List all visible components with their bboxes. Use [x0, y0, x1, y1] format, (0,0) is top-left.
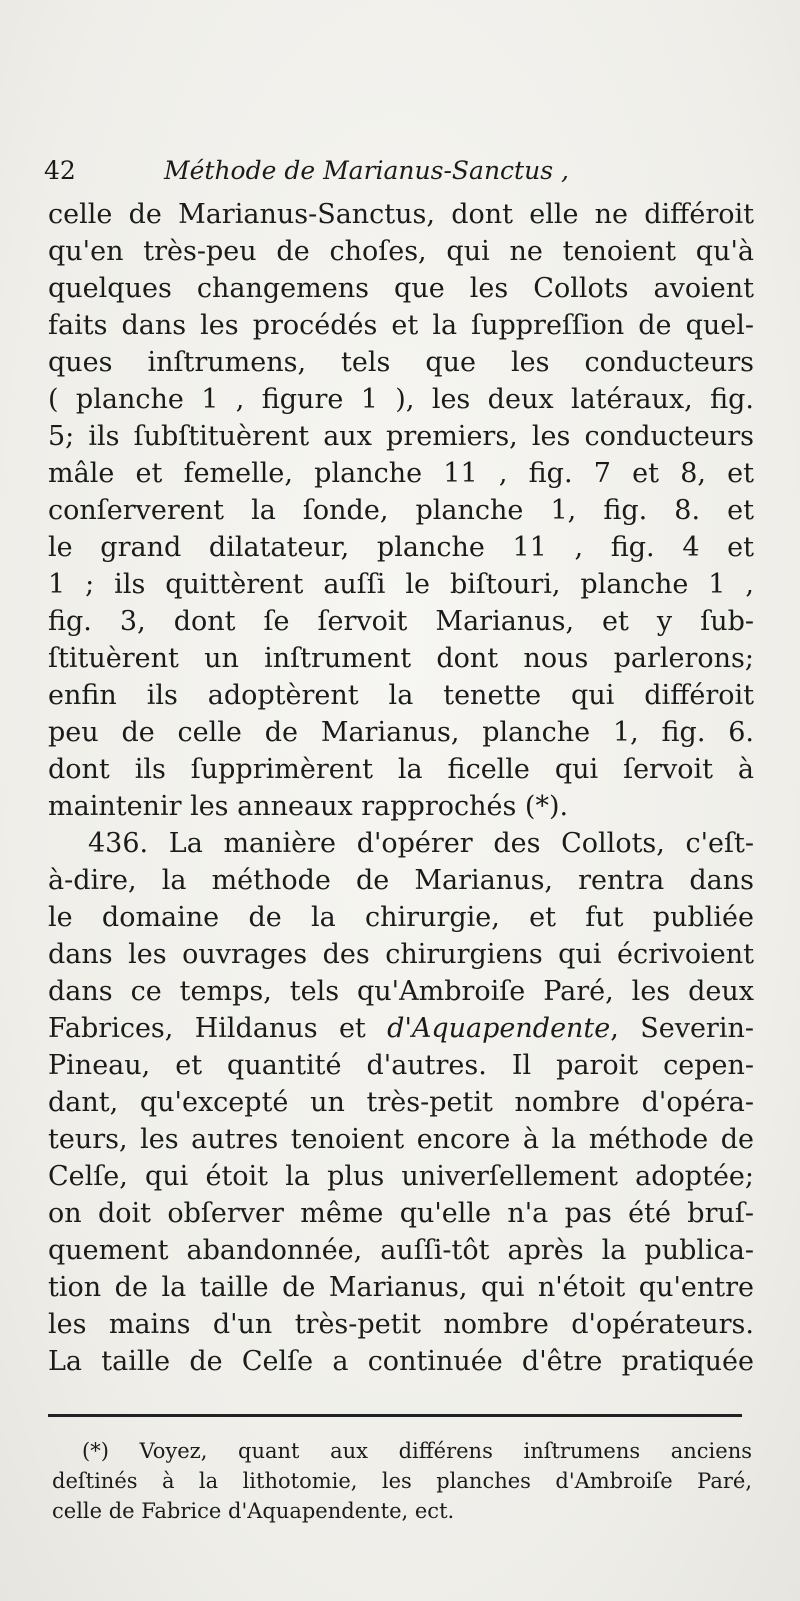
text-line: enfin ils adoptèrent la tenette qui différoit — [48, 680, 754, 711]
text-line: le grand dilatateur, planche 11 , fig. 4 et — [48, 532, 754, 563]
text-segment: , Severin- — [610, 1013, 754, 1044]
text-line: ſtituèrent un inſtrument dont nous parlerons; — [48, 643, 754, 674]
text-line: faits dans les procédés et la ſuppreſſion de quel- — [48, 310, 754, 341]
text-line: conſerverent la ſonde, planche 1, fig. 8. et — [48, 495, 754, 526]
text-segment: Fabrices, Hildanus et — [48, 1013, 388, 1044]
text-line: qu'en très-peu de choſes, qui ne tenoient qu'à — [48, 236, 754, 267]
text-line: dans ce temps, tels qu'Ambroiſe Paré, les deux — [48, 976, 754, 1007]
text-line: peu de celle de Marianus, planche 1, fig. 6. — [48, 717, 754, 748]
footnote — [52, 1436, 752, 1526]
text-line: le domaine de la chirurgie, et fut publiée — [48, 902, 754, 933]
text-line: Pineau, et quantité d'autres. Il paroit cepen- — [48, 1050, 754, 1081]
text-line: dont ils ſupprimèrent la ficelle qui ſervoit à — [48, 754, 754, 785]
text-line: à-dire, la méthode de Marianus, rentra dans — [48, 865, 754, 896]
running-title: Méthode de Marianus-Sanctus , — [164, 156, 569, 185]
footnote-line: (*) Voyez, quant aux différens inſtrumens anciens — [82, 1439, 752, 1463]
footnote-line: deſtinés à la lithotomie, les planches d'Ambroiſe Paré, — [52, 1469, 752, 1493]
footnote-separator-rule — [48, 1414, 742, 1417]
text-line: fig. 3, dont ſe ſervoit Marianus, et y ſub- — [48, 606, 754, 637]
italic-name: d'Aquapendente — [387, 1013, 611, 1044]
text-line: teurs, les autres tenoient encore à la méthode de — [48, 1124, 754, 1155]
text-line-mixed — [48, 1010, 754, 1047]
text-line: maintenir les anneaux rapprochés (*). — [48, 791, 569, 822]
running-header — [44, 156, 744, 196]
text-line: ques inſtrumens, tels que les conducteurs — [48, 347, 754, 378]
text-line: dant, qu'excepté un très-petit nombre d'opéra- — [48, 1087, 754, 1118]
text-line: dans les ouvrages des chirurgiens qui écrivoient — [48, 939, 754, 970]
paragraph-start-line: 436. La manière d'opérer des Collots, c'eſt- — [88, 828, 754, 859]
text-line: 1 ; ils quittèrent auſſi le biſtouri, planche 1 , — [48, 569, 754, 600]
footnote-line: celle de Fabrice d'Aquapendente, ect. — [52, 1499, 455, 1523]
text-line: on doit obſerver même qu'elle n'a pas été bruſ- — [48, 1198, 754, 1229]
text-line: Celſe, qui étoit la plus univerſellement adoptée; — [48, 1161, 754, 1192]
text-line: tion de la taille de Marianus, qui n'étoit qu'entre — [48, 1272, 754, 1303]
text-line: mâle et femelle, planche 11 , fig. 7 et 8, et — [48, 458, 754, 489]
text-line: quelques changemens que les Collots avoient — [48, 273, 754, 304]
text-line: quement abandonnée, auſſi-tôt après la publica- — [48, 1235, 754, 1266]
page-number: 42 — [44, 156, 76, 185]
body-text — [48, 196, 754, 1380]
text-line: ( planche 1 , figure 1 ), les deux latéraux, fig. — [48, 384, 754, 415]
text-line: La taille de Celſe a continuée d'être pratiquée — [48, 1346, 754, 1377]
text-line: 5; ils ſubſtituèrent aux premiers, les conducteurs — [48, 421, 754, 452]
text-line: celle de Marianus-Sanctus, dont elle ne différoit — [48, 199, 754, 230]
text-line: les mains d'un très-petit nombre d'opérateurs. — [48, 1309, 754, 1340]
